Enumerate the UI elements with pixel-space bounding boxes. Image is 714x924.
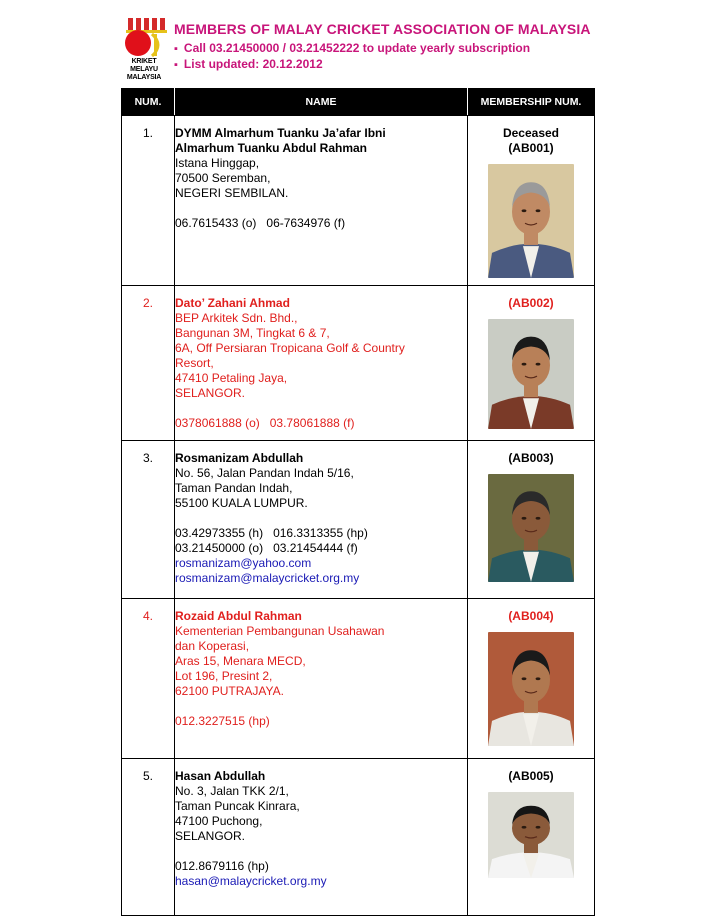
member-photo [488, 474, 574, 582]
address-line: 47100 Puchong, [175, 814, 263, 828]
member-photo [488, 632, 574, 746]
contact-line: 03.21450000 (o) 03.21454444 (f) [175, 541, 358, 555]
address-line: BEP Arkitek Sdn. Bhd., [175, 311, 298, 325]
member-details [175, 441, 468, 599]
header-notes [174, 40, 530, 72]
member-details [175, 759, 468, 916]
table-row [122, 286, 595, 441]
membership-cell [468, 441, 595, 599]
membership-number: (AB003) [508, 451, 554, 465]
member-photo [488, 792, 574, 878]
membership-cell [468, 759, 595, 916]
column-header-membership: MEMBERSHIP NUM. [468, 89, 595, 116]
address-line: Aras 15, Menara MECD, [175, 654, 306, 668]
member-number: 1. [122, 116, 175, 286]
page-title: MEMBERS OF MALAY CRICKET ASSOCIATION OF MALAYSIA [174, 21, 591, 37]
address-line: 62100 PUTRAJAYA. [175, 684, 284, 698]
contact-line: 012.3227515 (hp) [175, 714, 270, 728]
member-name: Rozaid Abdul Rahman [175, 609, 302, 623]
table-row [122, 441, 595, 599]
membership-cell [468, 286, 595, 441]
column-header-num: NUM. [122, 89, 175, 116]
member-details [175, 599, 468, 759]
address-line: 6A, Off Persiaran Tropicana Golf & Country [175, 341, 405, 355]
member-number: 3. [122, 441, 175, 599]
membership-cell [468, 599, 595, 759]
member-details [175, 116, 468, 286]
subscription-note: ▪ Call 03.21450000 / 03.21452222 to update yearly subscription [174, 40, 530, 56]
member-name: Dato’ Zahani Ahmad [175, 296, 290, 310]
address-line: NEGERI SEMBILAN. [175, 186, 289, 200]
table-row [122, 599, 595, 759]
address-line: Taman Pandan Indah, [175, 481, 293, 495]
address-line: dan Koperasi, [175, 639, 250, 653]
contact-line: 06.7615433 (o) 06-7634976 (f) [175, 216, 346, 230]
updated-note: ▪ List updated: 20.12.2012 [174, 56, 530, 72]
contact-line: 0378061888 (o) 03.78061888 (f) [175, 416, 355, 430]
membership-cell [468, 116, 595, 286]
member-status: Deceased [502, 126, 560, 140]
address-line: SELANGOR. [175, 829, 246, 843]
member-name: DYMM Almarhum Tuanku Ja’afar Ibni [175, 126, 386, 140]
membership-number: (AB005) [508, 769, 554, 783]
membership-number: (AB001) [508, 141, 554, 155]
membership-number: (AB002) [508, 296, 554, 310]
member-details [175, 286, 468, 441]
table-row [122, 116, 595, 286]
address-line: 70500 Seremban, [175, 171, 271, 185]
logo-caption: KRIKET MELAYU MALAYSIA [126, 58, 162, 81]
member-photo [488, 164, 574, 278]
member-number: 2. [122, 286, 175, 441]
members-table [121, 88, 595, 916]
address-line: Kementerian Pembangunan Usahawan [175, 624, 385, 638]
member-photo [488, 319, 574, 429]
member-number: 4. [122, 599, 175, 759]
member-name: Almarhum Tuanku Abdul Rahman [175, 141, 368, 155]
membership-number: (AB004) [508, 609, 554, 623]
address-line: Taman Puncak Kinrara, [175, 799, 300, 813]
member-name: Hasan Abdullah [175, 769, 266, 783]
contact-line: 012.8679116 (hp) [175, 859, 269, 873]
contact-line: 03.42973355 (h) 016.3313355 (hp) [175, 526, 368, 540]
address-line: Bangunan 3M, Tingkat 6 & 7, [175, 326, 330, 340]
table-row [122, 759, 595, 916]
address-line: No. 56, Jalan Pandan Indah 5/16, [175, 466, 354, 480]
address-line: Istana Hinggap, [175, 156, 260, 170]
member-name: Rosmanizam Abdullah [175, 451, 304, 465]
address-line: No. 3, Jalan TKK 2/1, [175, 784, 289, 798]
table-header-row [122, 89, 595, 116]
address-line: SELANGOR. [175, 386, 246, 400]
address-line: Lot 196, Presint 2, [175, 669, 273, 683]
address-line: 55100 KUALA LUMPUR. [175, 496, 308, 510]
member-number: 5. [122, 759, 175, 916]
email-link[interactable]: rosmanizam@malaycricket.org.my [175, 571, 360, 585]
address-line: 47410 Petaling Jaya, [175, 371, 288, 385]
email-link[interactable]: rosmanizam@yahoo.com [175, 556, 312, 570]
address-line: Resort, [175, 356, 214, 370]
email-link[interactable]: hasan@malaycricket.org.my [175, 874, 327, 888]
column-header-name: NAME [175, 89, 468, 116]
